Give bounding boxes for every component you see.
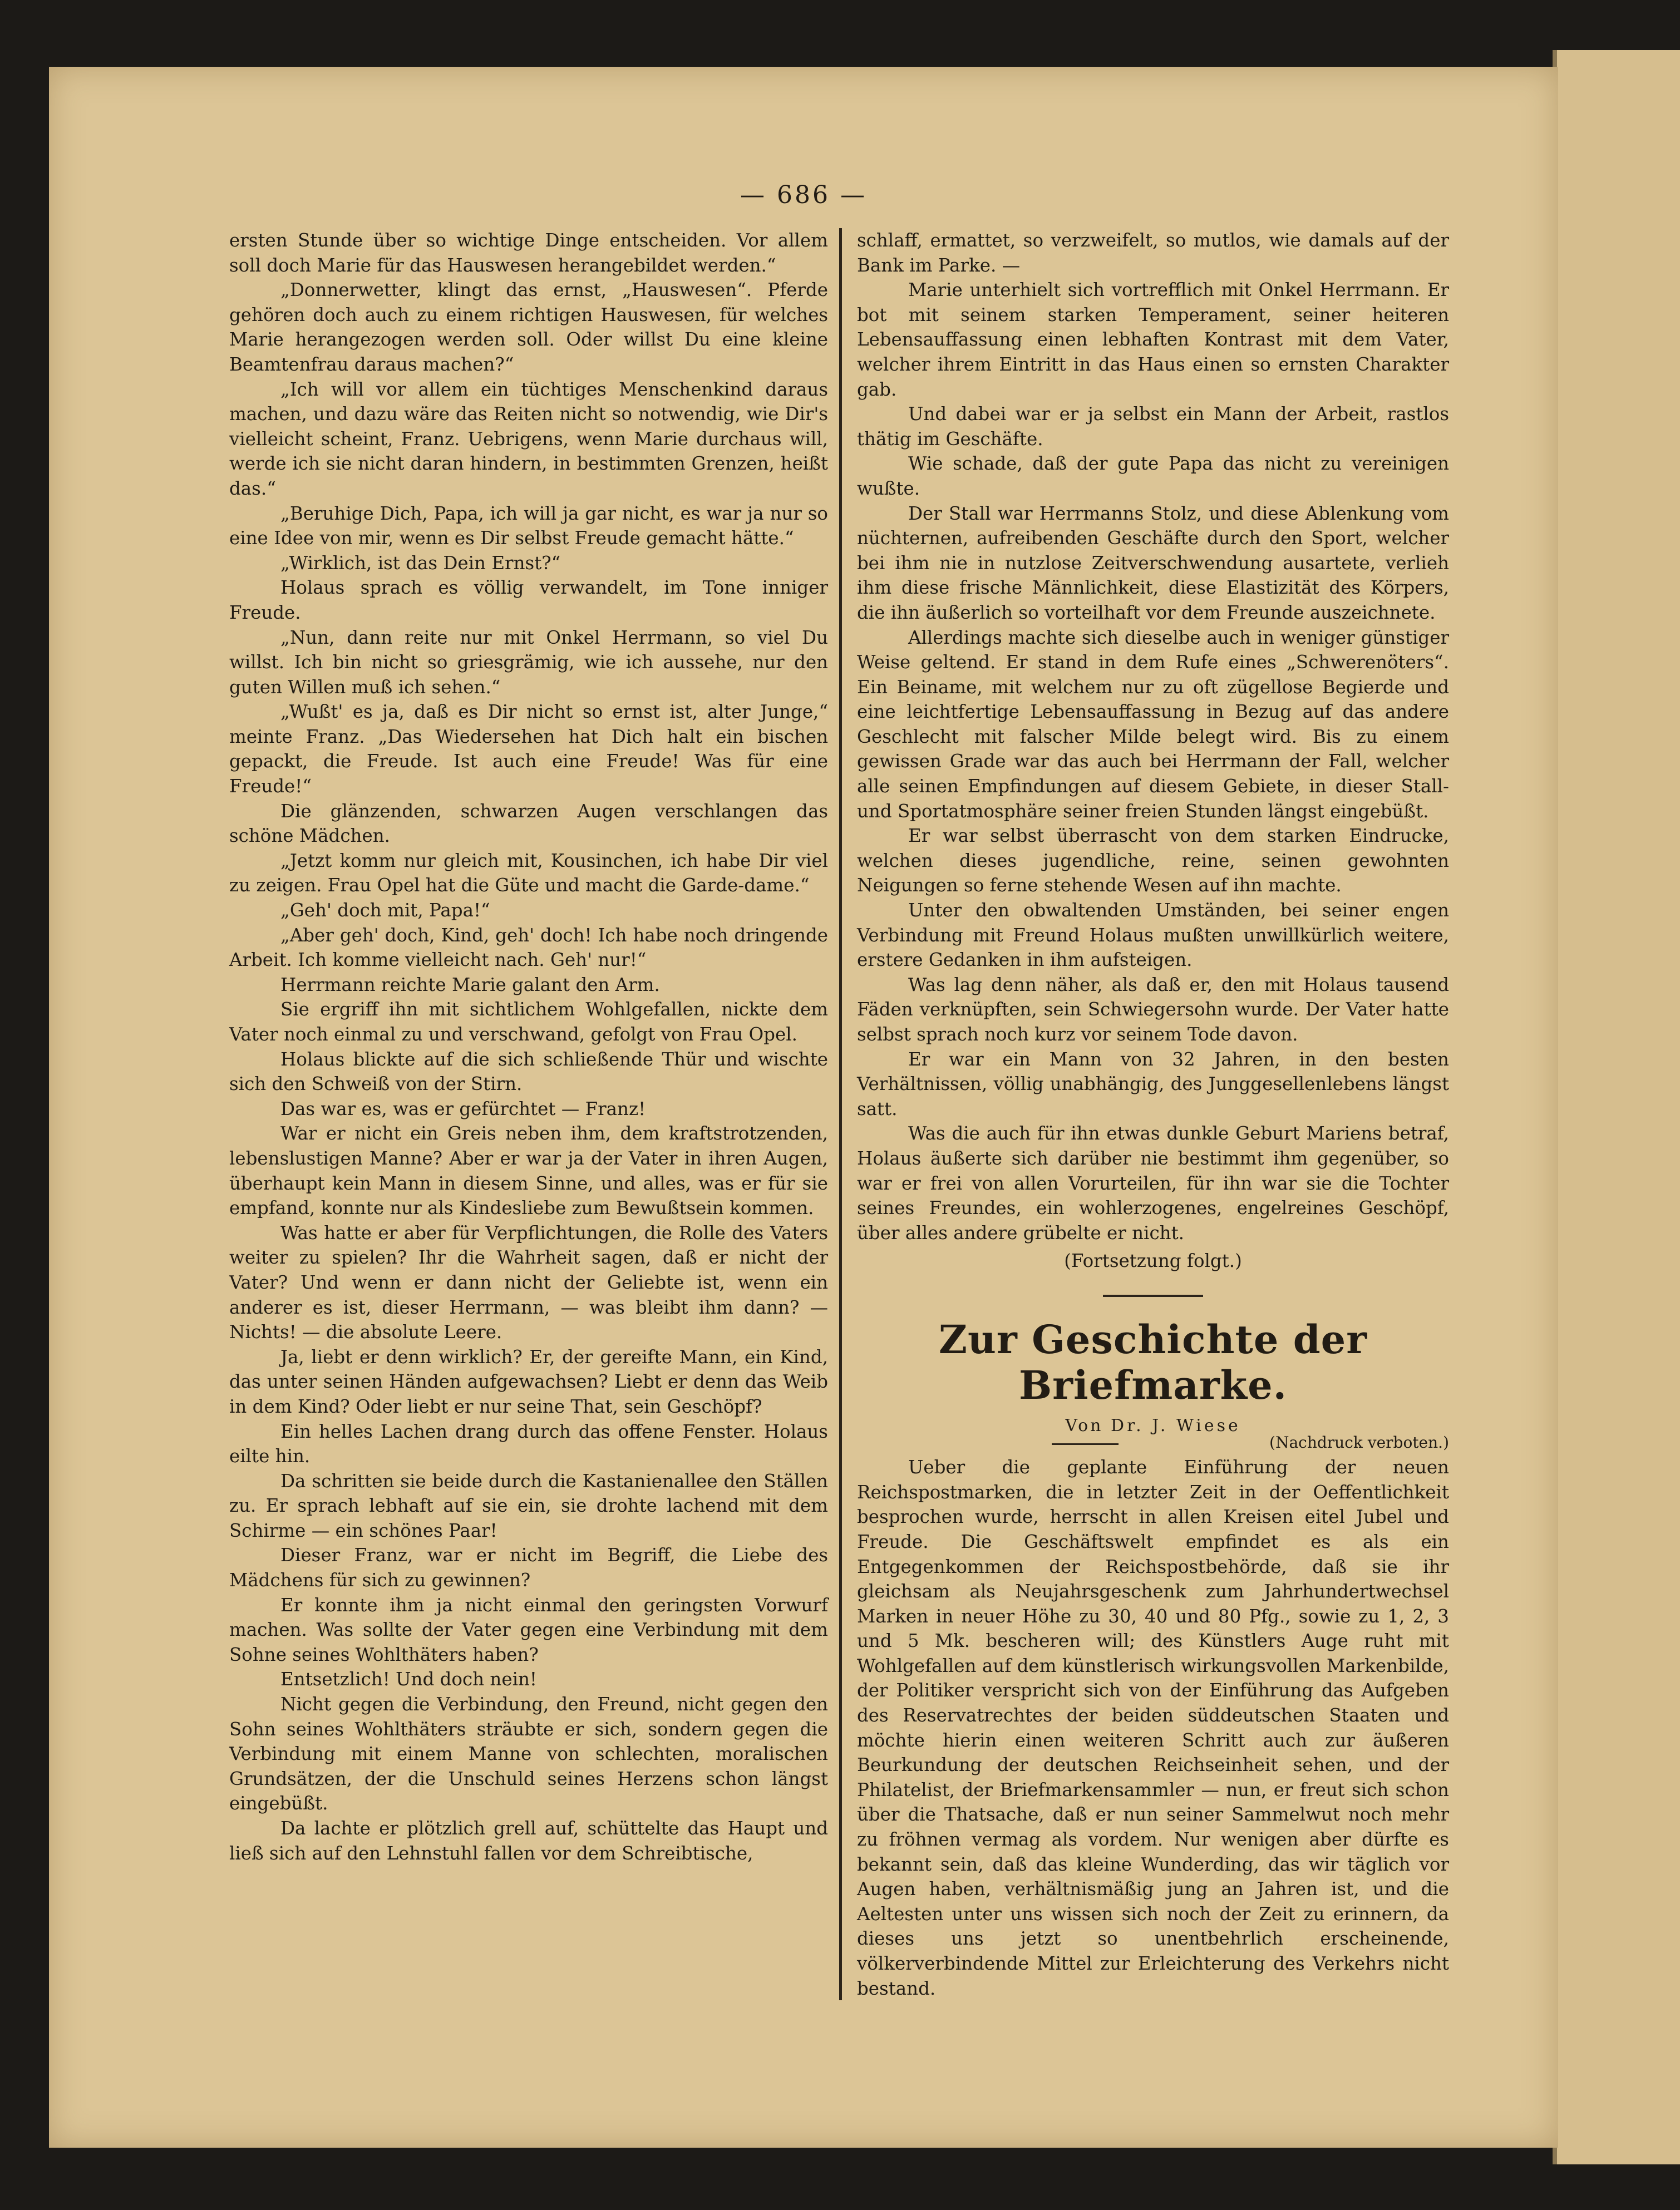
paragraph: Sie ergriff ihn mit sichtlichem Wohlgefallen, nickte dem Vater noch einmal zu und verschwand, gefolgt von Frau Opel.	[229, 999, 828, 1045]
paragraph: Er konnte ihm ja nicht einmal den geringsten Vorwurf machen. Was sollte der Vater gegen eine Verbindung mit dem Sohne seines Wohlthäters haben?	[229, 1594, 828, 1665]
paragraph: Entsetzlich! Und doch nein!	[280, 1669, 537, 1690]
paragraph: Die glänzenden, schwarzen Augen verschlangen das schöne Mädchen.	[229, 800, 828, 847]
paragraph: Er war ein Mann von 32 Jahren, in den besten Verhältnissen, völlig unabhängig, des Junggesellenlebens längst satt.	[857, 1048, 1449, 1119]
story-continuation	[857, 228, 1449, 1245]
continuation-note: (Fortsetzung folgt.)	[1064, 1250, 1242, 1272]
paragraph: Was hatte er aber für Verpflichtungen, die Rolle des Vaters weiter zu spielen? Ihr die Wahrheit sagen, daß er nicht der Vater? Und wenn er dann nicht der Geliebte ist, wenn ein anderer es ist, dieser Herrmann, — was bleibt ihm dann? — Nichts! — die absolute Leere.	[229, 1222, 828, 1343]
paragraph: ersten Stunde über so wichtige Dinge entscheiden. Vor allem soll doch Marie für das Hauswesen herangebildet werden.“	[229, 230, 828, 276]
article-body	[857, 1455, 1449, 2001]
paragraph: Ja, liebt er denn wirklich? Er, der gereifte Mann, ein Kind, das unter seinen Händen aufgewachsen? Liebt er denn das Weib in dem Kind? Oder liebt er nur seine That, sein Geschöpf?	[229, 1346, 828, 1417]
paragraph: „Donnerwetter, klingt das ernst, „Hauswesen“. Pferde gehören doch auch zu einem richtigen Hauswesen, für welches Marie herangezogen werden soll. Oder willst Du eine kleine Beamtenfrau daraus machen?“	[229, 279, 828, 375]
paragraph: „Nun, dann reite nur mit Onkel Herrmann, so viel Du willst. Ich bin nicht so griesgrämig, wie ich aussehe, nur den guten Willen muß ich sehen.“	[229, 627, 828, 698]
paragraph: „Aber geh' doch, Kind, geh' doch! Ich habe noch dringende Arbeit. Ich komme vielleicht nach. Geh' nur!“	[229, 924, 828, 971]
column-divider	[839, 228, 842, 2000]
paragraph: „Wirklich, ist das Dein Ernst?“	[280, 552, 561, 574]
paragraph: Nicht gegen die Verbindung, den Freund, nicht gegen den Sohn seines Wohlthäters sträubte er sich, sondern gegen die Verbindung mit einem Manne von schlechten, moralischen Grundsätzen, der die Unschuld seines Herzens schon längst eingebüßt.	[229, 1694, 828, 1814]
left-column	[229, 228, 828, 1866]
paragraph: Dieser Franz, war er nicht im Begriff, die Liebe des Mädchens für sich zu gewinnen?	[229, 1545, 828, 1591]
paragraph: War er nicht ein Greis neben ihm, dem kraftstrotzenden, lebenslustigen Manne? Aber er war ja der Vater in ihren Augen, überhaupt kein Mann in diesem Sinne, und alles, was er für sie empfand, konnte nur als Kindesliebe zum Bewußtsein kommen.	[229, 1123, 828, 1219]
paragraph: Holaus sprach es völlig verwandelt, im Tone inniger Freude.	[229, 577, 828, 623]
page-number: — 686 —	[740, 181, 867, 209]
paragraph: Ein helles Lachen drang durch das offene Fenster. Holaus eilte hin.	[229, 1420, 828, 1467]
byline-prefix: Von	[1065, 1415, 1103, 1435]
paragraph: Wie schade, daß der gute Papa das nicht zu vereinigen wußte.	[857, 453, 1449, 499]
paragraph: „Geh' doch mit, Papa!“	[280, 900, 490, 921]
paragraph: „Jetzt komm nur gleich mit, Kousinchen, ich habe Dir viel zu zeigen. Frau Opel hat die Güte und macht die Garde-dame.“	[229, 850, 828, 896]
paragraph: „Wußt' es ja, daß es Dir nicht so ernst ist, alter Junge,“ meinte Franz. „Das Wiedersehen hat Dich halt ein bischen gepackt, die Freude. Ist auch eine Freude! Was für eine Freude!“	[229, 701, 828, 797]
paragraph: schlaff, ermattet, so verzweifelt, so mutlos, wie damals auf der Bank im Parke. —	[857, 230, 1449, 276]
paragraph: Holaus blickte auf die sich schließende Thür und wischte sich den Schweiß von der Stirn.	[229, 1048, 828, 1095]
paragraph: „Beruhige Dich, Papa, ich will ja gar nicht, es war ja nur so eine Idee von mir, wenn es Dir selbst Freude gemacht hätte.“	[229, 502, 828, 549]
paragraph: Da lachte er plötzlich grell auf, schüttelte das Haupt und ließ sich auf den Lehnstuhl fallen vor dem Schreibtische,	[229, 1818, 828, 1864]
adjacent-page-edge	[1553, 50, 1680, 2164]
paragraph: Da schritten sie beide durch die Kastanienallee den Ställen zu. Er sprach lebhaft auf sie ein, sie drohte lachend mit dem Schirme — ein schönes Paar!	[229, 1470, 828, 1541]
section-divider	[1103, 1295, 1203, 1297]
article-title: Zur Geschichte der Briefmarke.	[938, 1316, 1368, 1408]
paragraph: Er war selbst überrascht von dem starken Eindrucke, welchen dieses jugendliche, reine, seinen gewohnten Neigungen so ferne stehende Wesen auf ihn machte.	[857, 825, 1449, 896]
paragraph: Was lag denn näher, als daß er, den mit Holaus tausend Fäden verknüpften, sein Schwiegersohn wurde. Der Vater hatte selbst sprach noch kurz vor seinem Tode davon.	[857, 974, 1449, 1045]
paragraph: „Ich will vor allem ein tüchtiges Menschenkind daraus machen, und dazu wäre das Reiten nicht so notwendig, wie Dir's vielleicht scheint, Franz. Uebrigens, wenn Marie durchaus will, werde ich sie nicht daran hindern, in bestimmten Grenzen, heißt das.“	[229, 378, 828, 499]
paragraph: Marie unterhielt sich vortrefflich mit Onkel Herrmann. Er bot mit seinem starken Temperament, seiner heiteren Lebensauffassung einen lebhaften Kontrast mit dem Vater, welcher ihrem Eintritt in das Haus einen so ernsten Charakter gab.	[857, 279, 1449, 400]
right-column	[857, 228, 1449, 2001]
paragraph: Was die auch für ihn etwas dunkle Geburt Mariens betraf, Holaus äußerte sich darüber nie bestimmt ihm gegenüber, so war er frei von allen Vorurteilen, für ihn war sie die Tochter seines Freundes, ein wohlerzogenes, engelreines Geschöpf, über alles andere grübelte er nicht.	[857, 1123, 1449, 1244]
article-author: Dr. J. Wiese	[1111, 1415, 1241, 1435]
paragraph: Und dabei war er ja selbst ein Mann der Arbeit, rastlos thätig im Geschäfte.	[857, 403, 1449, 450]
reprint-note: (Nachdruck verboten.)	[1269, 1433, 1449, 1452]
paragraph: Herrmann reichte Marie galant den Arm.	[280, 974, 660, 995]
paragraph: Allerdings machte sich dieselbe auch in weniger günstiger Weise geltend. Er stand in dem Rufe eines „Schwerenöters“. Ein Beiname, mit welchem nur zu oft zügellose Begierde und eine leichtfertige Lebensauffassung in Bezug auf das andere Geschlecht mit falscher Milde belegt wird. Bis zu einem gewissen Grade war das auch bei Herrmann der Fall, welcher alle seinen Empfindungen auf diesem Gebiete, in dieser Stall- und Sportatmosphäre seiner freien Stunden längst eingebüßt.	[857, 627, 1449, 822]
paragraph: Das war es, was er gefürchtet — Franz!	[280, 1098, 646, 1119]
paragraph: Unter den obwaltenden Umständen, bei seiner engen Verbindung mit Freund Holaus mußten unwillkürlich weitere, erstere Gedanken in ihm aufsteigen.	[857, 900, 1449, 971]
paragraph: Ueber die geplante Einführung der neuen Reichspostmarken, die in letzter Zeit in der Oeffentlichkeit besprochen wurde, herrscht in allen Kreisen eitel Jubel und Freude. Die Geschäftswelt empfindet es als ein Entgegenkommen der Reichspostbehörde, daß sie ihr gleichsam als Neujahrsgeschenk zum Jahrhundertwechsel Marken in neuer Höhe zu 30, 40 und 80 Pfg., sowie zu 1, 2, 3 und 5 Mk. bescheren will; des Künstlers Auge ruht mit Wohlgefallen auf dem künstlerisch wirkungsvollen Markenbilde, der Politiker verspricht sich von der Einführung das Aufgeben des Reservatrechtes der beiden süddeutschen Staaten und möchte hierin einen weiteren Schritt auch zur äußeren Beurkundung der deutschen Reichseinheit sehen, und der Philatelist, der Briefmarkensammler — nun, er freut sich schon über die Thatsache, daß er nun seiner Sammelwut noch mehr zu fröhnen vermag als vordem. Nur wenigen aber dürfte es bekannt sein, daß das kleine Wunderding, das wir täglich vor Augen haben, verhältnismäßig jung an Jahren ist, und die Aeltesten unter uns wissen sich noch der Zeit zu erinnern, da dieses uns jetzt so unentbehrlich erscheinende, völkerverbindende Mittel zur Erleichterung des Verkehrs nicht bestand.	[857, 1457, 1449, 1999]
paragraph: Der Stall war Herrmanns Stolz, und diese Ablenkung vom nüchternen, aufreibenden Geschäfte durch den Sport, welcher bei ihm nie in nutzlose Zeitverschwendung ausartete, verlieh ihm diese frische Männlichkeit, diese Elastizität des Körpers, die ihn äußerlich so vorteilhaft vor dem Freunde auszeichnete.	[857, 502, 1449, 623]
